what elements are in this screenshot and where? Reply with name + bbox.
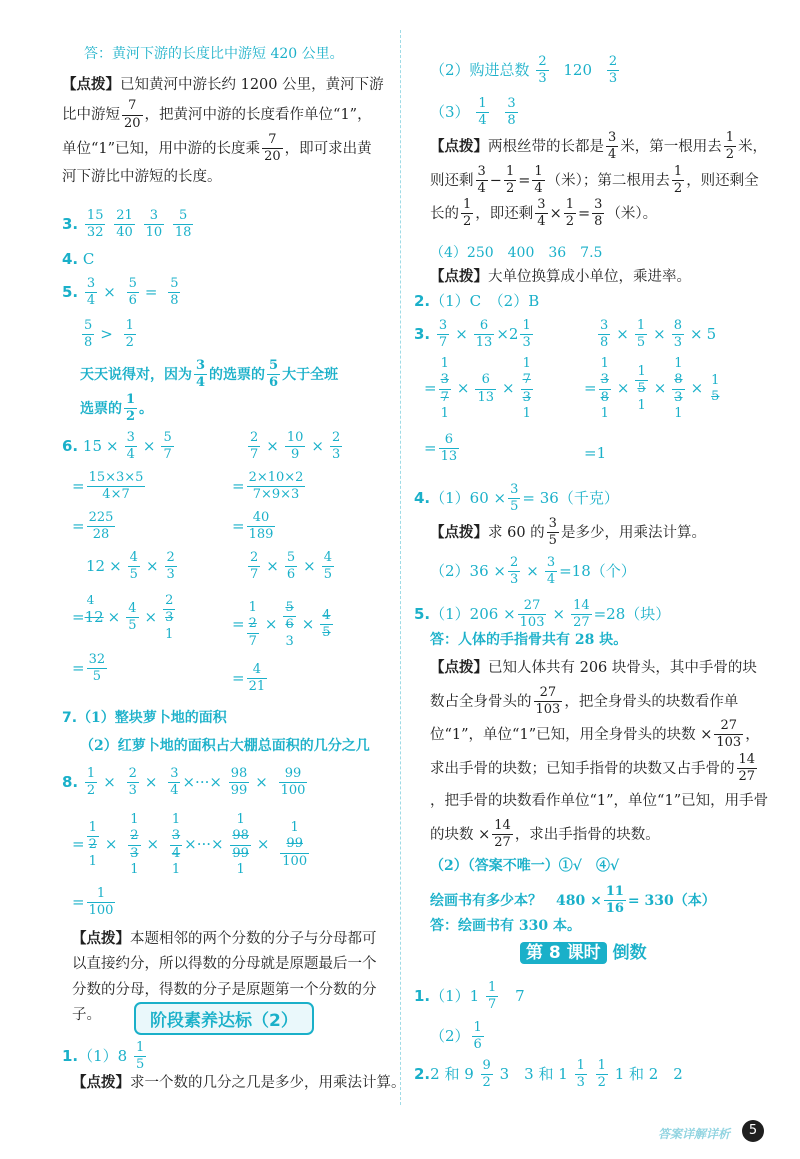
question-6a-step: = $\frac{15\times 3\times 5}{4\times 7}$ [72, 470, 144, 503]
hint-paragraph-8: 【点拨】本题相邻的两个分数的分子与分母都可以直接约分，所以得数的分母就是原题最后一个分数的分母，得数的分子是原题第一个分数的分子。 [72, 930, 377, 1024]
question-3: 3. $\frac{15}{32}$ $\frac{21}{40}$ $\frac{3}{10}$ $\frac{5}{18}$ [62, 208, 192, 241]
right-question-4-line1: 4.（1）60 × $\frac{3}{5}$ = 36（千克） [414, 482, 619, 515]
hint-question-4: 【点拨】求 60 的 $\frac{3}{5}$ 是多少，用乘法计算。 [430, 516, 706, 549]
right-question-3a-expr: 3. $\frac{3}{7}$ × $\frac{6}{13}$ ×2 $\frac{1}{3}$ [414, 318, 531, 351]
question-6d-cancel: = 1 2 7 × 5 6 3 × $\frac{4}{5}$ [232, 600, 331, 649]
footer-label: 答案详解详析 [657, 1127, 730, 1141]
answer-line: 答：黄河下游的长度比中游短 420 公里。 [84, 46, 344, 62]
fraction: $\frac{7}{20}$ [124, 98, 141, 131]
hint-paragraph-stage: 【点拨】求一个数的几分之几是多少，用乘法计算。 [72, 1074, 406, 1091]
right-question-4-line2: （2）36 × $\frac{2}{3}$ × $\frac{3}{4}$ =18（个） [430, 555, 636, 588]
right-item-2: （2）购进总数 $\frac{2}{3}$ 120 $\frac{2}{3}$ [430, 54, 618, 87]
question-6b-result: = $\frac{40}{189}$ [232, 510, 274, 543]
lesson-question-1: 1.（1）1 $\frac{1}{7}$ 7 [414, 980, 525, 1013]
column-divider [400, 30, 401, 1105]
right-question-2: 2.（1）C （2）B [414, 292, 540, 310]
section-banner: 阶段素养达标（2） [134, 1002, 314, 1035]
right-question-3a-result: = $\frac{6}{13}$ [424, 432, 458, 465]
question-6d-expr: $\frac{2}{7}$ × $\frac{5}{6}$ × $\frac{4}{5}$ [250, 550, 332, 583]
question-5-explain: 天天说得对，因为 $\frac{3}{4}$ 的选票的 $\frac{5}{6}$ 大于全班 [80, 358, 339, 391]
question-6b-step: = $\frac{2\times 10\times 2}{7\times 9\times 3}$ [232, 470, 304, 503]
right-question-5-calc: 绘画书有多少本？ 480 × $\frac{11}{16}$ = 330（本） [430, 884, 716, 917]
question-6c-cancel: =12 4 × $\frac{4}{5}$ × 2 3 1 [72, 592, 174, 642]
right-question-5-answer: 答：人体的手指骨共有 28 块。 [430, 632, 628, 648]
question-8-expr: 8. $\frac{1}{2}$ × $\frac{2}{3}$ × $\frac{3}{4}$ ×···× $\frac{98}{99}$ × $\frac{99}{100}$ [62, 766, 306, 799]
question-6d-result: = $\frac{4}{21}$ [232, 662, 266, 695]
right-item-3: （3） $\frac{1}{4}$ $\frac{3}{8}$ [430, 96, 516, 129]
question-4: 4. C [62, 250, 95, 268]
hint-text: ，即可求出黄河下游比中游短的长度。 [62, 140, 372, 186]
right-question-3b-expr: $\frac{3}{8}$ × $\frac{1}{5}$ × $\frac{8}{3}$ × 5 [600, 318, 717, 351]
question-6b-expr: $\frac{2}{7}$ × $\frac{10}{9}$ × $\frac{2}{3}$ [250, 430, 341, 463]
right-question-5-line1: 5.（1）206 × $\frac{27}{103}$ × $\frac{14}{27}$ =28（块） [414, 598, 671, 631]
stage-question-1: 1.（1）8 $\frac{1}{5}$ [62, 1040, 145, 1073]
question-6c-expr: 12 × $\frac{4}{5}$ × $\frac{2}{3}$ [86, 550, 175, 583]
question-8-cancel: = 1 2 1 × 1 2 3 1 × 1 3 4 1 ×···× 1 98 99 1 × 1 99 100 [72, 812, 308, 877]
fraction: $\frac{7}{20}$ [264, 131, 281, 165]
question-5-explain-2: 选票的 $\frac{1}{2}$ 。 [80, 392, 154, 425]
question-8-result: = $\frac{1}{100}$ [72, 886, 114, 919]
hint-paragraph-1 [62, 72, 384, 191]
page-number: 5 [742, 1120, 764, 1142]
lesson-heading: 第 8 课时 倒数 [520, 942, 647, 964]
right-question-3b-cancel: = 1 3 8 1 × 1 5 1 × 1 8 3 1 × 1 5 [584, 356, 720, 421]
hint-unit-conversion: 【点拨】大单位换算成小单位，乘进率。 [430, 268, 691, 285]
question-7-line1: 7.（1）整块萝卜地的面积 [62, 710, 227, 726]
question-5-line2: $\frac{5}{8}$ > $\frac{1}{2}$ [84, 318, 134, 351]
hint-text: ，把黄河中游的长度看作单位“1”，单位“1”已知，用中游的长度乘 [62, 107, 372, 157]
question-6a-result: = $\frac{225}{28}$ [72, 510, 114, 543]
question-5-line1: 5. $\frac{3}{4}$ × $\frac{5}{6}$ = $\frac{5}{8}$ [62, 276, 179, 309]
right-question-5-part2: （2）（答案不唯一）①√ ④√ [430, 858, 620, 874]
question-7-line2: （2）红萝卜地的面积占大棚总面积的几分之几 [80, 738, 370, 754]
hint-paragraph-ribbon: 【点拨】两根丝带的长都是 $\frac{3}{4}$ 米，第一根用去 $\frac{1}{2}$ 米，则还剩 $\frac{3}{4}$ − $\frac{1}{2}$ = $\frac{1}{4}$ （米）；第二根用去 $\frac{1}{2}$ ，则还剩全长的 $\frac{1}{2}$ ，即还剩 $\frac{3}{4}$ × $\frac{1}{2}$ = $\frac{3}{8}$ （米）。 [430, 130, 768, 230]
right-question-3a-cancel: = 1 3 7 1 × $\frac{6}{13}$ × 1 7 3 1 [424, 356, 531, 421]
lesson-question-1-part2: （2） $\frac{1}{6}$ [430, 1020, 482, 1053]
right-question-3b-result: =1 [584, 444, 607, 462]
hint-question-5: 【点拨】已知人体共有 206 块骨头，其中手骨的块数占全身骨头的 $\frac{27}{103}$ ，把全身骨头的块数看作单位“1”，单位“1”已知，用全身骨头的块数 × $\frac{27}{103}$ ，求出手骨的块数；已知手指骨的块数又占手骨的 $\frac{14}{27}$ ，把手骨的块数看作单位“1”，单位“1”已知，用手骨的块数 × $\frac{14}{27}$ ，求出手指骨的块数。 [430, 659, 769, 850]
right-question-5-answer-2: 答：绘画书有 330 本。 [430, 918, 581, 934]
question-6a-expr: 6. 15 × $\frac{3}{4}$ × $\frac{5}{7}$ [62, 430, 172, 463]
lesson-question-2: 2.2 和 9 $\frac{9}{2}$ 3 3 和 1 $\frac{1}{3}$ $\frac{1}{2}$ 1 和 2 2 [414, 1058, 683, 1091]
hint-text: 已知黄河中游长约 1200 公里，黄河下游比中游短 [62, 77, 384, 124]
question-6c-result: = $\frac{32}{5}$ [72, 652, 106, 685]
right-item-4: （4）250 400 36 7.5 [430, 245, 603, 261]
hint-label: 【点拨】 [62, 76, 120, 93]
